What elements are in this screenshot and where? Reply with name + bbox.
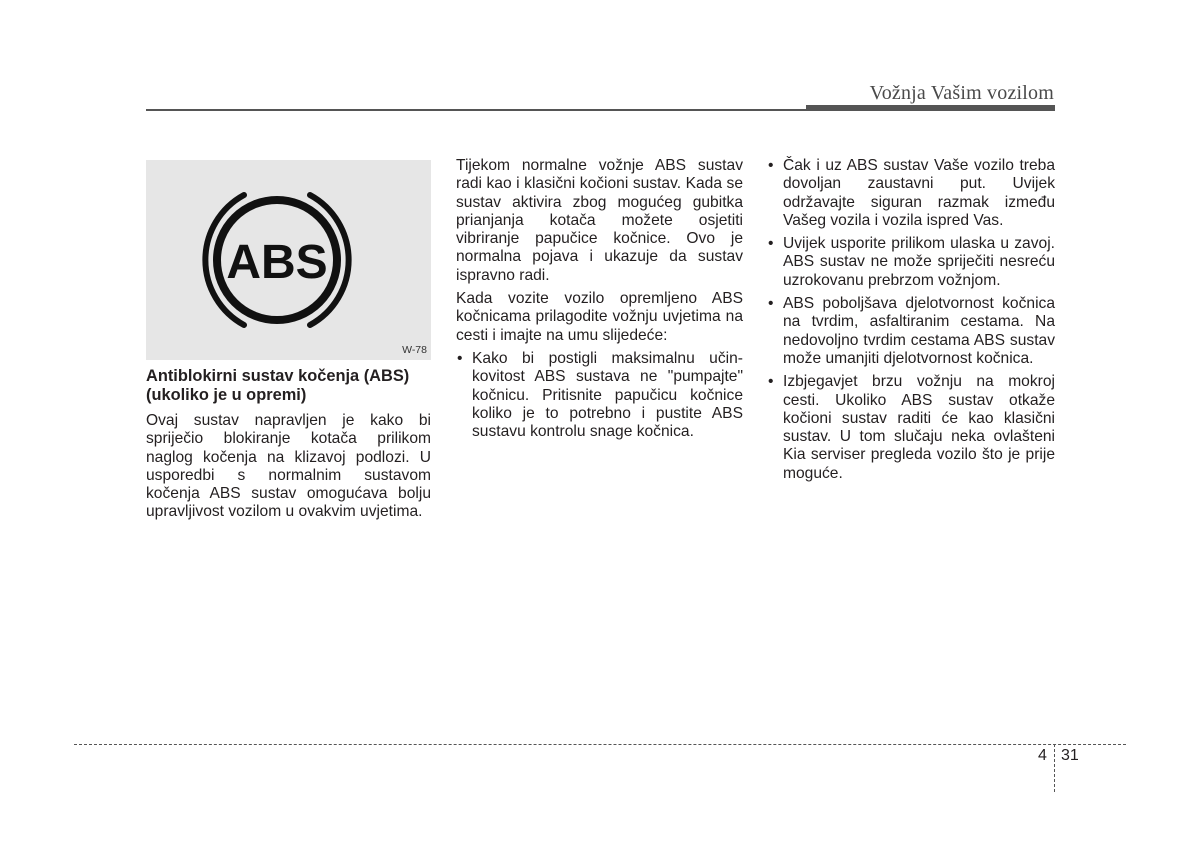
abs-warning-icon xyxy=(146,160,431,360)
list-item xyxy=(767,373,1055,483)
figure-code: W-78 xyxy=(402,344,427,356)
header-rule xyxy=(146,109,806,111)
bullet-icon: • xyxy=(768,373,774,391)
chapter-number: 4 xyxy=(1038,747,1047,764)
column-middle xyxy=(456,157,743,446)
page-number: 31 xyxy=(1061,747,1079,764)
list-item-text: ABS poboljšava djelotvornost kočnica na tvrdim, asfaltiranim cestama. Na nedovoljno tvrdim cestama ABS sustav može umanjiti djelotvornost kočnica. xyxy=(783,295,1055,367)
bullet-list xyxy=(456,350,743,441)
list-item xyxy=(767,235,1055,290)
bullet-icon: • xyxy=(457,349,463,367)
running-header: Vožnja Vašim vozilom xyxy=(869,82,1054,104)
bullet-icon: • xyxy=(768,295,774,313)
bullet-list xyxy=(767,157,1055,483)
bullet-icon: • xyxy=(768,157,774,174)
footer-divider xyxy=(1054,744,1055,792)
list-item-text: Kako bi postigli maksimalnu učinkovitost ABS sustava ne "pumpajte" kočnicu. Pritisnite papučicu kočnice koliko je to potrebno i pustite ABS sustavu kontrolu snage kočnica. xyxy=(472,349,743,441)
intro-paragraph: Ovaj sustav napravljen je kako bi spriječio blokiranje kotača prilikom naglog kočenja na klizavoj podlozi. U usporedbi s normalnim sustavom kočenja ABS sustav omogućava bolju upravljivost vozilom u ovakvim uvjetima. xyxy=(146,412,431,521)
abs-icon-text: ABS xyxy=(226,236,328,289)
list-item xyxy=(456,350,743,441)
abs-figure xyxy=(146,160,431,360)
list-item-text: Izbjegavjet brzu vožnju na mokroj cesti. Ukoliko ABS sustav otkaže kočioni sustav raditi će kao klasični sustav. U tom slučaju neka ovlašteni Kia serviser pregleda vozilo što je prije moguće. xyxy=(783,373,1055,482)
list-item xyxy=(767,295,1055,368)
paragraph: Tijekom normalne vožnje ABS sustav radi kao i klasični kočioni sustav. Kada se sustav aktivira zbog mogućeg gubitka prianjanja kotača možete osjetiti vibriranje papučice kočnice. Ovo je normalna pojava i ukazuje da sustav ispravno radi. xyxy=(456,157,743,284)
list-item xyxy=(767,157,1055,230)
paragraph: Kada vozite vozilo opremljeno ABS kočnicama prilagodite vožnju uvjetima na cesti i imajte na umu slijedeće: xyxy=(456,290,743,344)
bullet-icon: • xyxy=(768,235,774,253)
footer-rule xyxy=(74,744,1126,745)
list-item-text: Čak i uz ABS sustav Vaše vozilo treba dovoljan zaustavni put. Uvijek održavajte siguran razmak između Vašeg vozila i vozila ispred Vas. xyxy=(783,157,1055,229)
list-item-text: Uvijek usporite prilikom ulaska u zavoj. ABS sustav ne može spriječiti nesreću uzrokovanu prebrzom vožnjom. xyxy=(783,235,1055,289)
column-left xyxy=(146,412,431,527)
section-heading: Antiblokirni sustav kočenja (ABS) (ukoliko je u opremi) xyxy=(146,367,410,404)
header-rule-accent xyxy=(806,105,1055,111)
column-right xyxy=(767,157,1055,488)
